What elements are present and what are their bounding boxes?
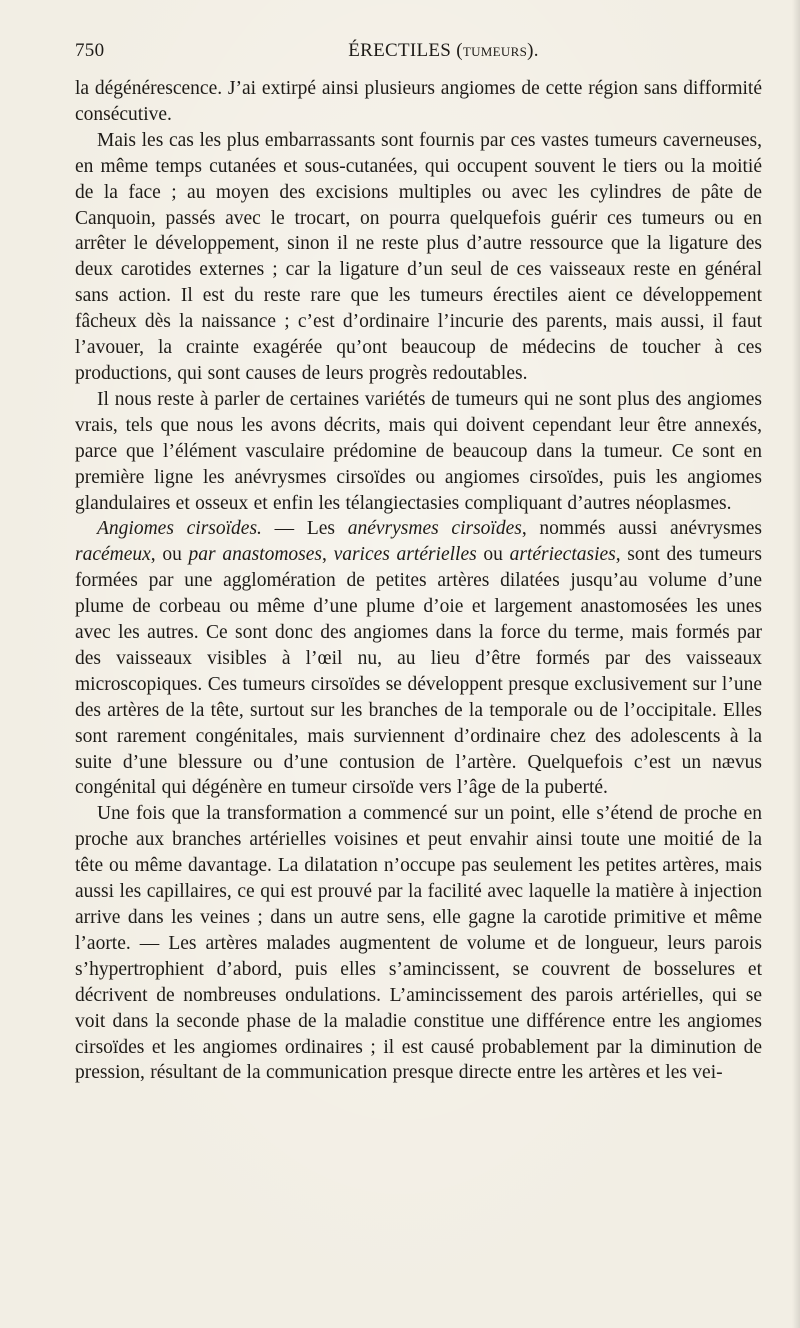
- running-head: [215, 40, 672, 62]
- paragraph-3: Il nous reste à parler de certaines variétés de tumeurs qui ne sont plus des angiomes vrais, tels que nous les avons décrits, mais qui doivent cependant leur être annexés, parce que l’élément vasculaire prédomine de beaucoup dans la tumeur. Ce sont en première ligne les anévrysmes cirsoïdes ou angiomes cirsoïdes, puis les angiomes glandulaires et osseux et enfin les télangiectasies compliquant d’autres néoplasmes.: [75, 388, 762, 514]
- paragraph-4-text-2: , nommés aussi anévrysmes: [521, 518, 763, 540]
- paragraph-4-text-3: , ou: [150, 544, 189, 566]
- running-head-title: ÉRECTILES: [348, 40, 452, 61]
- paragraph-2: Mais les cas les plus embarrassants sont fournis par ces vastes tumeurs caverneuses, en même temps cutanées et sous-cutanées, qui occupent souvent le tiers ou la moitié de la face ; au moyen des excisions multiples ou avec les cylindres de pâte de Canquoin, passés avec le trocart, on pourra quelquefois guérir ces tumeurs ou en arrêter le développement, sinon il ne reste plus d’autre ressource que la ligature des deux carotides externes ; car la ligature d’un seul de ces vaisseaux reste en général sans action. Il est du reste rare que les tumeurs érectiles aient ce développement fâcheux dès la naissance ; c’est d’ordinaire l’incurie des parents, mais aussi, il faut l’avouer, la crainte exagérée qu’ont beaucoup de médecins de toucher à ces productions, qui sont causes de leurs progrès redoutables.: [75, 129, 762, 384]
- term-racemeux: racémeux: [75, 544, 151, 566]
- running-head-paren-close: ).: [527, 40, 539, 61]
- body-text: [75, 76, 762, 1086]
- running-head-subtitle: TUMEURS: [462, 44, 528, 59]
- paragraph-4: [75, 516, 762, 801]
- paragraph-4-text-5: ou: [476, 544, 510, 566]
- paragraph-4-text-6: , sont des tumeurs formées par une agglomération de petites artères dilatées jusqu’au volume d’une plume de corbeau ou même d’une plume d’oie et largement anastomosées les unes avec les autres. Ce sont donc des angiomes dans la force du terme, mais formés par des vaisseaux visibles à l’œil nu, au lieu d’être formés par des vaisseaux microscopiques. Ces tumeurs cirsoïdes se développent presque exclusivement sur l’une des artères de la tête, surtout sur les branches de la temporale ou de l’occipitale. Elles sont rarement congénitales, mais surviennent d’ordinaire chez des adolescents à la suite d’une blessure ou d’une contusion de l’artère. Quelquefois c’est un nævus congénital qui dégénère en tumeur cirsoïde vers l’âge de la puberté.: [75, 544, 763, 799]
- term-par-anastomoses: par anastomoses: [188, 544, 322, 566]
- page-edge-shadow: [792, 0, 800, 1328]
- paragraph-4-text-4: ,: [322, 544, 334, 566]
- page-header: [75, 40, 762, 76]
- term-arteriectasies: artériectasies: [509, 544, 616, 566]
- running-head-paren-open: (: [451, 40, 463, 61]
- page-number: 750: [75, 40, 105, 61]
- term-anevrysmes-cirsoides: anévrysmes cirsoïdes: [347, 518, 522, 540]
- term-varices-arterielles: varices artérielles: [333, 544, 477, 566]
- paragraph-1: la dégénérescence. J’ai extirpé ainsi plusieurs angiomes de cette région sans difformité consécutive.: [75, 78, 762, 125]
- paragraph-5: Une fois que la transformation a commencé sur un point, elle s’étend de proche en proche aux branches artérielles voisines et peut envahir ainsi toute une moitié de la tête ou même davantage. La dilatation n’occupe pas seulement les petites artères, mais aussi les capillaires, ce qui est prouvé par la facilité avec laquelle la matière à injection arrive dans les veines ; dans un autre sens, elle gagne la carotide primitive et même l’aorte. — Les artères malades augmentent de volume et de longueur, leurs parois s’hypertrophient d’abord, puis elles s’amincissent, se couvrent de bosselures et décrivent de nombreuses ondulations. L’amincissement des parois artérielles, qui se voit dans la seconde phase de la maladie constitue une différence entre les angiomes cirsoïdes et les angiomes ordinaires ; il est causé probablement par la diminution de pression, résultant de la communication presque directe entre les artères et les vei-: [75, 803, 762, 1084]
- section-title-angiomes-cirsoides: Angiomes cirsoïdes.: [97, 518, 262, 540]
- paragraph-4-text-1: — Les: [261, 518, 348, 540]
